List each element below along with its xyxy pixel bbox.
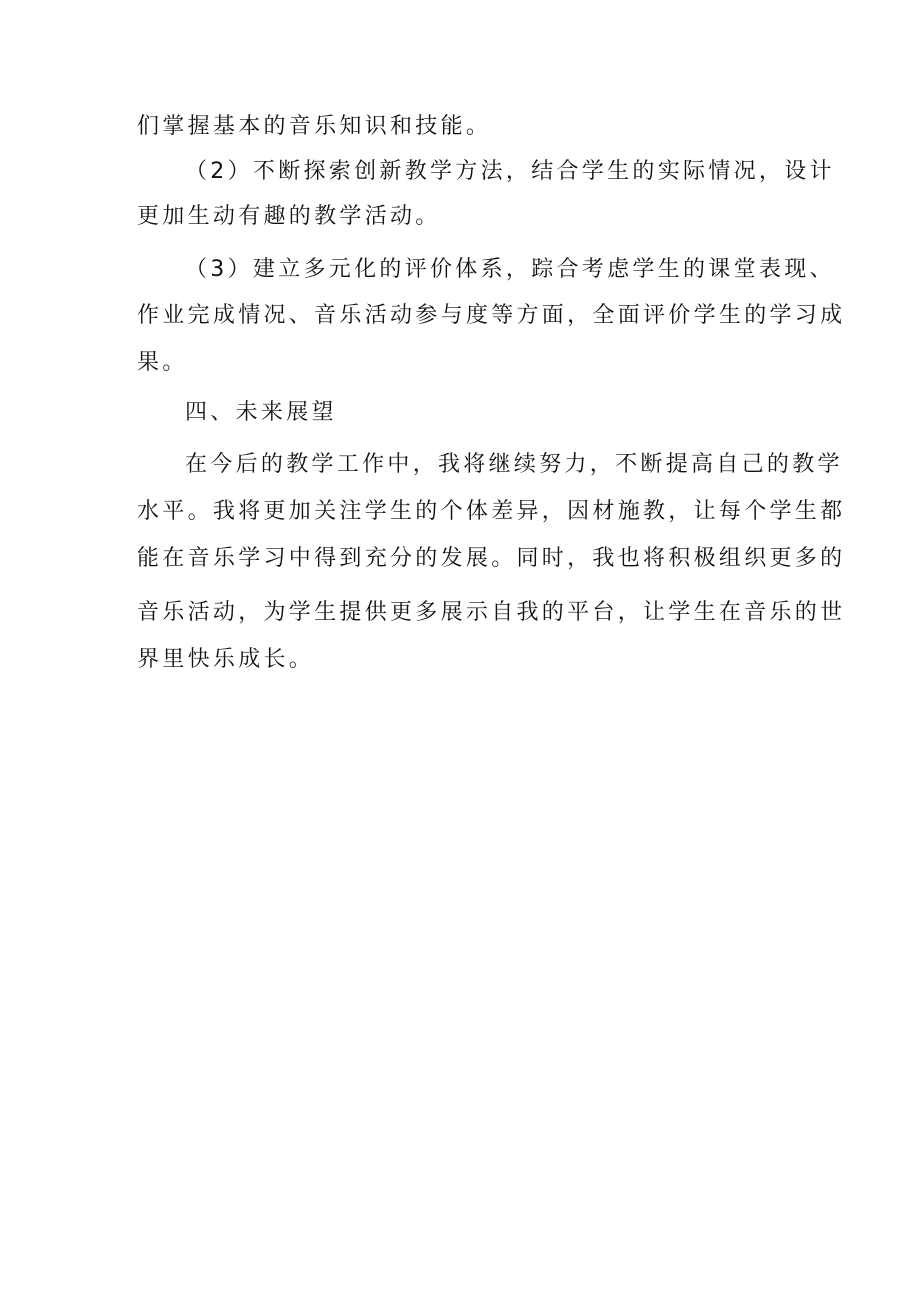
- list-item-3-line-2: 作业完成情况、音乐活动参与度等方面，全面评价学生的学习成: [137, 303, 846, 328]
- paragraph-line-1: 们掌握基本的音乐知识和技能。: [137, 114, 492, 139]
- outlook-paragraph-line-1: 在今后的教学工作中，我将继续努力，不断提高自己的教学: [185, 452, 843, 477]
- list-item-3-line-3: 果。: [137, 350, 188, 375]
- outlook-paragraph-line-2: 水平。我将更加关注学生的个体差异，因材施教，让每个学生都: [137, 499, 846, 524]
- outlook-paragraph-line-4: 音乐活动，为学生提供更多展示自我的平台，让学生在音乐的世: [137, 600, 846, 625]
- outlook-paragraph-line-3: 能在音乐学习中得到充分的发展。同时，我也将积极组织更多的: [137, 546, 846, 571]
- list-item-2-line-2: 更加生动有趣的教学活动。: [137, 204, 441, 229]
- section-heading: 四、未来展望: [185, 400, 337, 425]
- list-item-3-line-1: （3）建立多元化的评价体系，踪合考虑学生的课堂表现、: [185, 257, 835, 282]
- outlook-paragraph-line-5: 界里快乐成长。: [137, 647, 315, 672]
- list-item-2-line-1: （2）不断探索创新教学方法，结合学生的实际情况，设计: [185, 159, 835, 184]
